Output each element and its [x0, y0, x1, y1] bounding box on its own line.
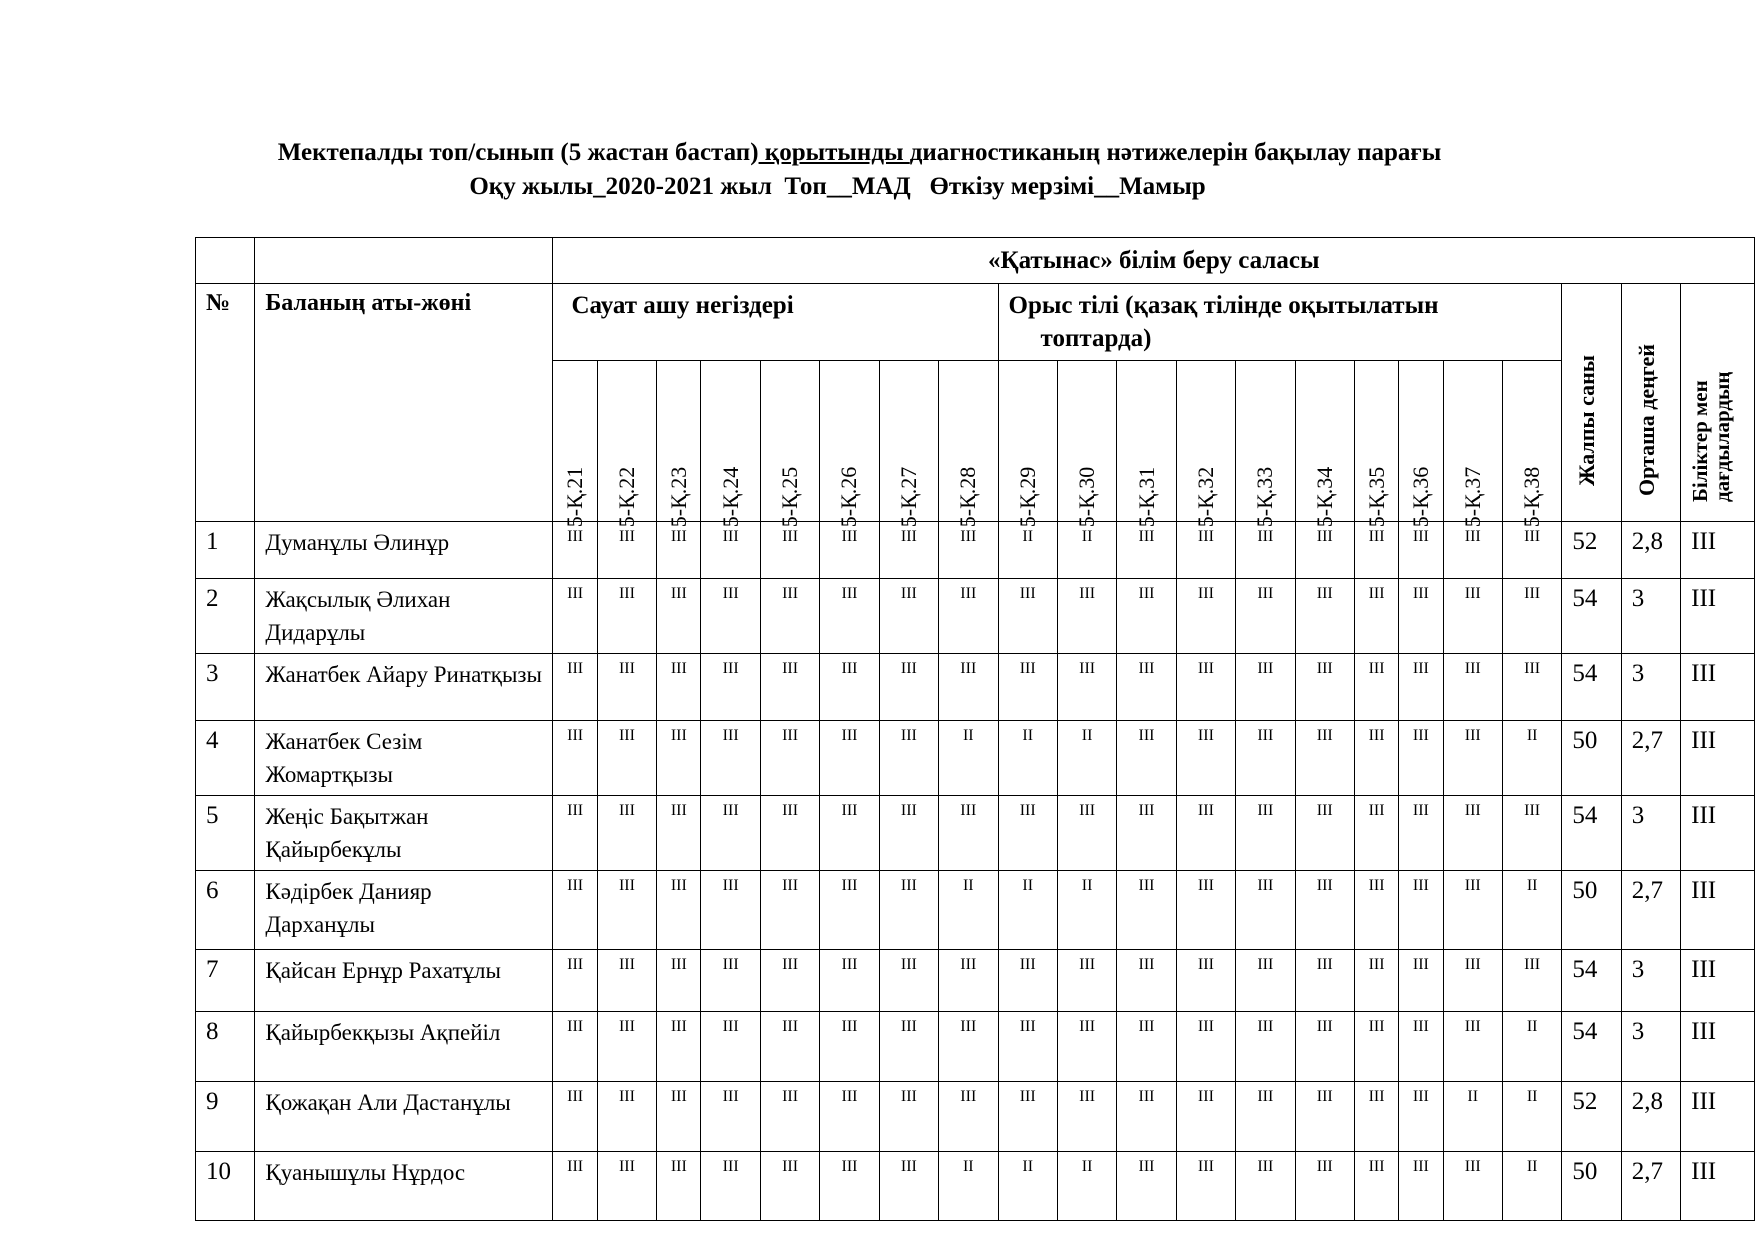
level-mark: III: [1117, 579, 1176, 654]
child-name: Жанатбек Айару Ринатқызы: [255, 654, 553, 721]
level-mark: III: [1502, 522, 1561, 579]
code-label: 5-Қ.29: [1014, 466, 1040, 528]
level-mark: II: [1502, 1012, 1561, 1082]
level-mark: III: [1236, 796, 1295, 871]
skill-level: III: [1681, 522, 1755, 579]
level-mark: III: [1502, 579, 1561, 654]
level-mark: III: [597, 871, 656, 950]
level-mark: III: [1176, 1012, 1235, 1082]
level-mark: III: [657, 721, 701, 796]
level-mark: III: [1117, 721, 1176, 796]
level-mark: III: [1236, 1152, 1295, 1221]
level-mark: III: [879, 1012, 938, 1082]
level-mark: III: [1354, 1152, 1398, 1221]
level-mark: III: [939, 1012, 998, 1082]
level-mark: III: [597, 950, 656, 1012]
level-mark: III: [597, 721, 656, 796]
level-mark: III: [820, 796, 879, 871]
code-label: 5-Қ.34: [1311, 466, 1337, 528]
col-header-name: Баланың аты-жөні: [255, 284, 553, 522]
skill-level: III: [1681, 1012, 1755, 1082]
level-mark: III: [879, 871, 938, 950]
row-number: 8: [196, 1012, 255, 1082]
document-title: [0, 139, 1737, 167]
skill-level: III: [1681, 654, 1755, 721]
average-level: 3: [1621, 654, 1680, 721]
level-mark: III: [1057, 579, 1116, 654]
code-header-cell: [1443, 361, 1502, 528]
level-mark: III: [998, 796, 1057, 871]
level-mark: II: [1502, 1082, 1561, 1152]
level-mark: III: [1236, 950, 1295, 1012]
level-mark: III: [701, 522, 760, 579]
level-mark: III: [553, 1012, 597, 1082]
level-mark: III: [1295, 796, 1354, 871]
code-label: 5-Қ.36: [1407, 466, 1433, 528]
level-mark: III: [701, 950, 760, 1012]
code-label: 5-Қ.37: [1459, 466, 1485, 528]
title-text-part: диагностиканың нәтижелерін бақылау парағы: [909, 139, 1442, 166]
level-mark: III: [760, 1152, 819, 1221]
level-mark: III: [553, 1152, 597, 1221]
level-mark: III: [939, 522, 998, 579]
child-name: Қуанышұлы Нұрдос: [255, 1152, 553, 1221]
group-header-russian: [998, 284, 1562, 361]
level-mark: III: [553, 579, 597, 654]
level-mark: III: [1057, 1012, 1116, 1082]
level-mark: II: [1057, 871, 1116, 950]
level-mark: III: [1443, 721, 1502, 796]
level-mark: III: [1295, 1152, 1354, 1221]
level-mark: III: [1236, 1082, 1295, 1152]
level-mark: II: [939, 1152, 998, 1221]
skill-level: III: [1681, 950, 1755, 1012]
level-mark: II: [939, 871, 998, 950]
title-text-part: Мектепалды топ/сынып (5 жастан бастап): [277, 139, 759, 166]
level-mark: III: [1354, 579, 1398, 654]
code-label: 5-Қ.25: [777, 466, 803, 528]
level-mark: III: [657, 871, 701, 950]
level-mark: III: [1176, 522, 1235, 579]
child-name: Кәдірбек Данияр Дарханұлы: [255, 871, 553, 950]
level-mark: III: [760, 950, 819, 1012]
level-mark: III: [879, 654, 938, 721]
level-mark: III: [1502, 796, 1561, 871]
level-mark: III: [1399, 1152, 1443, 1221]
row-number: 1: [196, 522, 255, 579]
results-table: [195, 237, 1755, 1221]
row-number: 5: [196, 796, 255, 871]
code-header-cell: [1399, 361, 1443, 528]
level-mark: III: [760, 654, 819, 721]
level-mark: III: [701, 796, 760, 871]
document-subtitle: Оқу жылы_2020-2021 жыл Топ__МАД Өткізу мерзімі__Мамыр: [469, 173, 1206, 200]
level-mark: II: [1057, 522, 1116, 579]
level-mark: III: [1443, 654, 1502, 721]
code-header-cell: [820, 361, 879, 528]
level-mark: II: [998, 522, 1057, 579]
level-mark: III: [657, 579, 701, 654]
level-mark: III: [1399, 1082, 1443, 1152]
level-mark: III: [597, 522, 656, 579]
level-mark: III: [998, 1082, 1057, 1152]
code-label: 5-Қ.35: [1363, 466, 1389, 528]
code-header-cell: [701, 361, 760, 528]
total-score: 50: [1562, 721, 1621, 796]
level-mark: III: [760, 579, 819, 654]
level-mark: II: [998, 871, 1057, 950]
level-mark: III: [553, 721, 597, 796]
level-mark: III: [657, 654, 701, 721]
level-mark: III: [1399, 522, 1443, 579]
level-mark: III: [1117, 654, 1176, 721]
table-row: [196, 871, 1755, 950]
level-mark: III: [701, 1152, 760, 1221]
average-level: 3: [1621, 1012, 1680, 1082]
code-header-cell: [1117, 361, 1176, 528]
child-name: Жанатбек Сезім Жомартқызы: [255, 721, 553, 796]
level-mark: III: [1354, 1082, 1398, 1152]
level-mark: III: [998, 654, 1057, 721]
col-header-level-label: Біліктер мен дағдылардың: [1688, 371, 1735, 502]
level-mark: III: [553, 796, 597, 871]
level-mark: III: [998, 1012, 1057, 1082]
level-mark: III: [998, 950, 1057, 1012]
child-name: Қожақан Али Дастанұлы: [255, 1082, 553, 1152]
code-label: 5-Қ.24: [717, 466, 743, 528]
row-number: 9: [196, 1082, 255, 1152]
code-label: 5-Қ.38: [1519, 466, 1545, 528]
level-mark: III: [1176, 796, 1235, 871]
group-header-literacy: Сауат ашу негіздері: [553, 284, 998, 361]
skill-level: III: [1681, 579, 1755, 654]
table-row: [196, 1082, 1755, 1152]
level-mark: III: [1295, 721, 1354, 796]
area-header-row: [196, 238, 1755, 284]
level-mark: III: [1176, 950, 1235, 1012]
average-level: 2,8: [1621, 1082, 1680, 1152]
level-mark: III: [597, 654, 656, 721]
level-mark: III: [1117, 796, 1176, 871]
level-mark: III: [1295, 654, 1354, 721]
code-label: 5-Қ.28: [955, 466, 981, 528]
row-number: 2: [196, 579, 255, 654]
level-mark: II: [1502, 871, 1561, 950]
level-mark: III: [879, 579, 938, 654]
level-mark: III: [1295, 871, 1354, 950]
level-mark: III: [1295, 1082, 1354, 1152]
level-mark: III: [1057, 1082, 1116, 1152]
level-mark: III: [939, 950, 998, 1012]
level-mark: III: [1443, 871, 1502, 950]
level-mark: III: [597, 796, 656, 871]
table-row: [196, 579, 1755, 654]
level-mark: III: [1176, 871, 1235, 950]
level-mark: II: [1502, 721, 1561, 796]
level-mark: III: [1117, 522, 1176, 579]
code-label: 5-Қ.27: [895, 466, 921, 528]
row-number: 3: [196, 654, 255, 721]
empty-cell: [255, 238, 553, 284]
level-mark: III: [1176, 721, 1235, 796]
row-number: 4: [196, 721, 255, 796]
level-mark: III: [597, 1152, 656, 1221]
level-mark: III: [657, 950, 701, 1012]
level-mark: III: [1354, 1012, 1398, 1082]
level-mark: III: [657, 1082, 701, 1152]
level-mark: III: [879, 522, 938, 579]
child-name: Қайырбекқызы Ақпейіл: [255, 1012, 553, 1082]
code-header-cell: [879, 361, 938, 528]
total-score: 50: [1562, 871, 1621, 950]
level-mark: III: [939, 796, 998, 871]
level-mark: III: [939, 1082, 998, 1152]
level-mark: III: [820, 1152, 879, 1221]
level-mark: III: [1117, 871, 1176, 950]
level-mark: III: [701, 1012, 760, 1082]
level-mark: III: [701, 654, 760, 721]
average-level: 2,7: [1621, 721, 1680, 796]
level-mark: II: [939, 721, 998, 796]
level-mark: III: [1354, 871, 1398, 950]
level-mark: III: [1176, 654, 1235, 721]
empty-cell: [196, 238, 255, 284]
level-mark: III: [820, 522, 879, 579]
child-name: Жеңіс Бақытжан Қайырбекұлы: [255, 796, 553, 871]
level-mark: III: [820, 579, 879, 654]
level-mark: III: [1236, 1012, 1295, 1082]
col-header-total: [1562, 284, 1621, 522]
level-mark: III: [820, 950, 879, 1012]
code-label: 5-Қ.23: [665, 466, 691, 528]
level-mark: II: [998, 1152, 1057, 1221]
level-mark: III: [1354, 796, 1398, 871]
level-mark: II: [998, 721, 1057, 796]
level-mark: III: [553, 871, 597, 950]
level-mark: II: [1502, 1152, 1561, 1221]
level-mark: III: [879, 721, 938, 796]
level-mark: III: [1354, 721, 1398, 796]
level-mark: III: [1176, 1152, 1235, 1221]
code-label: 5-Қ.33: [1252, 466, 1278, 528]
table-row: [196, 1012, 1755, 1082]
level-mark: III: [701, 721, 760, 796]
total-score: 52: [1562, 522, 1621, 579]
code-label: 5-Қ.31: [1133, 466, 1159, 528]
level-mark: III: [1399, 721, 1443, 796]
code-label: 5-Қ.22: [613, 466, 639, 528]
level-mark: III: [657, 1152, 701, 1221]
level-mark: III: [1399, 950, 1443, 1012]
col-header-avg-label: Орташа деңгей: [1633, 344, 1659, 496]
level-mark: III: [1443, 1152, 1502, 1221]
code-label: 5-Қ.21: [562, 466, 588, 528]
code-label: 5-Қ.26: [836, 466, 862, 528]
code-header-cell: [1176, 361, 1235, 528]
level-mark: III: [760, 522, 819, 579]
level-mark: III: [1057, 950, 1116, 1012]
level-mark: III: [879, 1152, 938, 1221]
level-mark: III: [820, 654, 879, 721]
col-header-avg: [1621, 284, 1680, 522]
level-mark: III: [1117, 950, 1176, 1012]
level-mark: III: [553, 1082, 597, 1152]
table-row: [196, 654, 1755, 721]
level-mark: III: [1354, 522, 1398, 579]
code-header-cell: [998, 361, 1057, 528]
total-score: 52: [1562, 1082, 1621, 1152]
total-score: 54: [1562, 1012, 1621, 1082]
skill-level: III: [1681, 721, 1755, 796]
level-mark: III: [1236, 654, 1295, 721]
col-header-number: №: [196, 284, 255, 522]
table-row: [196, 950, 1755, 1012]
code-header-cell: [1057, 361, 1116, 528]
code-header-cell: [597, 361, 656, 528]
total-score: 54: [1562, 654, 1621, 721]
child-name: Жақсылық Әлихан Дидарұлы: [255, 579, 553, 654]
level-mark: III: [657, 522, 701, 579]
row-number: 7: [196, 950, 255, 1012]
level-mark: III: [1399, 654, 1443, 721]
average-level: 2,7: [1621, 871, 1680, 950]
level-mark: III: [879, 796, 938, 871]
level-mark: III: [1236, 522, 1295, 579]
area-title: «Қатынас» білім беру саласы: [553, 238, 1755, 284]
average-level: 2,7: [1621, 1152, 1680, 1221]
average-level: 3: [1621, 579, 1680, 654]
level-mark: III: [597, 1082, 656, 1152]
level-mark: III: [1057, 796, 1116, 871]
level-mark: III: [701, 871, 760, 950]
level-mark: III: [1236, 721, 1295, 796]
code-header-cell: [760, 361, 819, 528]
group-header-russian-line2: топтарда): [1040, 325, 1152, 352]
level-mark: III: [1117, 1152, 1176, 1221]
code-header-cell: [553, 361, 597, 528]
level-mark: III: [1399, 796, 1443, 871]
level-mark: III: [553, 654, 597, 721]
level-mark: III: [879, 950, 938, 1012]
code-header-cell: [1236, 361, 1295, 528]
total-score: 54: [1562, 950, 1621, 1012]
level-mark: III: [760, 796, 819, 871]
level-mark: III: [1502, 950, 1561, 1012]
total-score: 54: [1562, 796, 1621, 871]
level-mark: III: [1057, 654, 1116, 721]
title-underlined-part: қорытынды: [758, 139, 910, 166]
code-label: 5-Қ.30: [1074, 466, 1100, 528]
level-mark: III: [1354, 654, 1398, 721]
level-mark: III: [701, 579, 760, 654]
level-mark: III: [1295, 522, 1354, 579]
level-mark: III: [1117, 1012, 1176, 1082]
level-mark: III: [820, 1012, 879, 1082]
group-header-row: [196, 284, 1755, 361]
table-row: [196, 796, 1755, 871]
skill-level: III: [1681, 871, 1755, 950]
level-mark: III: [1399, 579, 1443, 654]
level-mark: III: [760, 1012, 819, 1082]
level-mark: III: [553, 950, 597, 1012]
code-header-cell: [1354, 361, 1398, 528]
level-mark: III: [701, 1082, 760, 1152]
level-mark: III: [1443, 796, 1502, 871]
level-mark: III: [1236, 871, 1295, 950]
level-mark: III: [1236, 579, 1295, 654]
table-row: [196, 1152, 1755, 1221]
level-mark: III: [1399, 1012, 1443, 1082]
level-mark: III: [1117, 1082, 1176, 1152]
level-mark: III: [820, 1082, 879, 1152]
total-score: 54: [1562, 579, 1621, 654]
level-mark: III: [760, 721, 819, 796]
code-label: 5-Қ.32: [1192, 466, 1218, 528]
row-number: 6: [196, 871, 255, 950]
skill-level: III: [1681, 1152, 1755, 1221]
level-mark: III: [1176, 579, 1235, 654]
col-header-total-label: Жалпы саны: [1574, 355, 1600, 486]
level-mark: III: [1443, 579, 1502, 654]
level-mark: III: [597, 579, 656, 654]
table-row: [196, 721, 1755, 796]
col-header-level: [1681, 284, 1755, 522]
level-mark: III: [760, 871, 819, 950]
level-mark: III: [1443, 950, 1502, 1012]
level-mark: III: [1443, 522, 1502, 579]
child-name: Думанұлы Әлинұр: [255, 522, 553, 579]
code-header-cell: [657, 361, 701, 528]
code-header-cell: [1502, 361, 1561, 528]
level-mark: III: [939, 654, 998, 721]
child-name: Қайсан Ернұр Рахатұлы: [255, 950, 553, 1012]
level-mark: III: [1295, 579, 1354, 654]
level-mark: III: [1443, 1012, 1502, 1082]
level-mark: III: [998, 579, 1057, 654]
level-mark: III: [1295, 950, 1354, 1012]
level-mark: III: [879, 1082, 938, 1152]
row-number: 10: [196, 1152, 255, 1221]
level-mark: III: [1354, 950, 1398, 1012]
code-header-cell: [1295, 361, 1354, 528]
level-mark: II: [1057, 721, 1116, 796]
code-header-cell: [939, 361, 998, 528]
skill-level: III: [1681, 796, 1755, 871]
level-mark: III: [1399, 871, 1443, 950]
level-mark: III: [1295, 1012, 1354, 1082]
level-mark: III: [553, 522, 597, 579]
level-mark: III: [1176, 1082, 1235, 1152]
skill-level: III: [1681, 1082, 1755, 1152]
total-score: 50: [1562, 1152, 1621, 1221]
average-level: 3: [1621, 950, 1680, 1012]
level-mark: III: [657, 1012, 701, 1082]
level-mark: III: [939, 579, 998, 654]
level-mark: III: [1502, 654, 1561, 721]
level-mark: III: [657, 796, 701, 871]
level-mark: III: [597, 1012, 656, 1082]
level-mark: II: [1057, 1152, 1116, 1221]
level-mark: III: [820, 721, 879, 796]
level-mark: II: [1443, 1082, 1502, 1152]
level-mark: III: [820, 871, 879, 950]
average-level: 2,8: [1621, 522, 1680, 579]
average-level: 3: [1621, 796, 1680, 871]
group-header-russian-line1: Орыс тілі (қазақ тілінде оқытылатын: [1008, 292, 1439, 319]
level-mark: III: [760, 1082, 819, 1152]
